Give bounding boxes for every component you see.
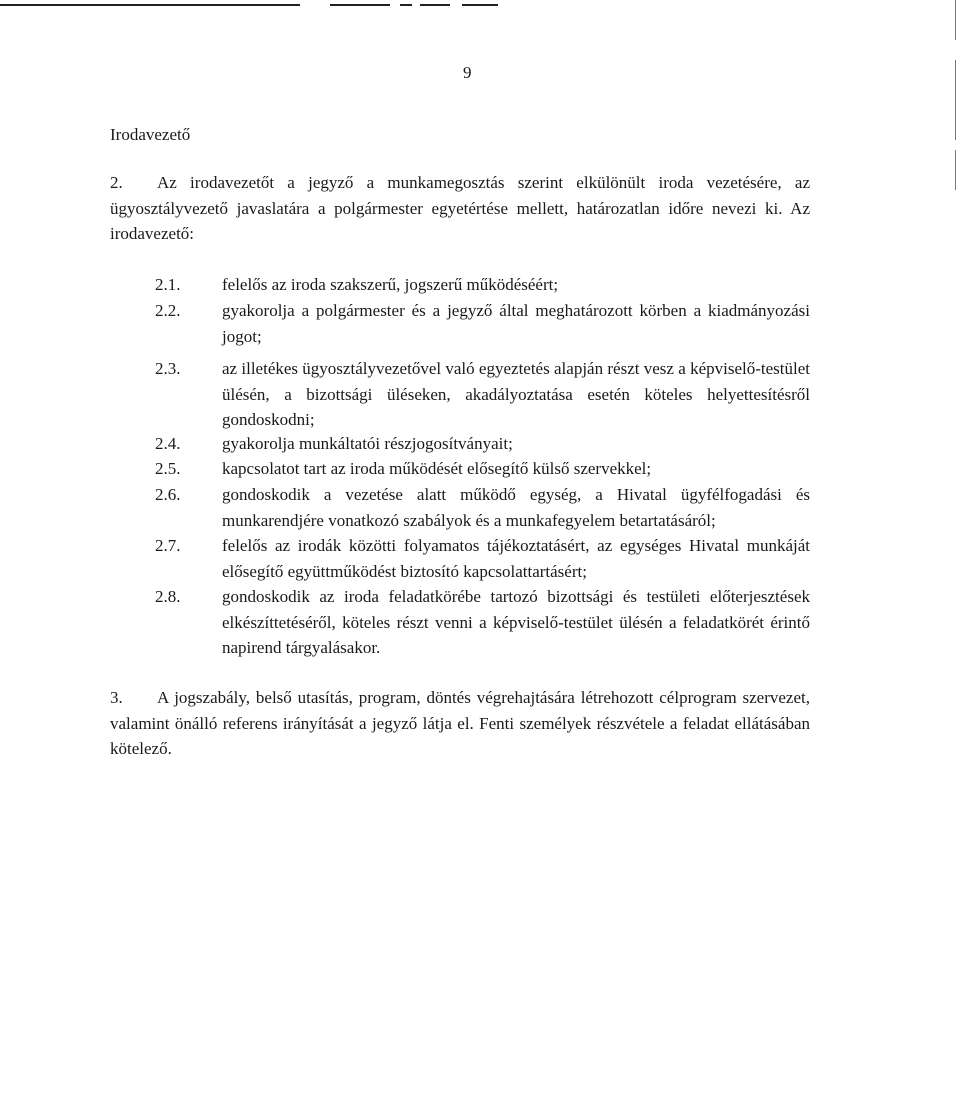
scan-edge-line — [400, 4, 412, 6]
item-text: gyakorolja a polgármester és a jegyző által meghatározott körben a kiadmányozási jogot; — [222, 301, 810, 346]
item-number: 2.3. — [155, 359, 181, 378]
item-number: 2.8. — [155, 587, 181, 606]
section-heading: Irodavezető — [110, 125, 191, 144]
scan-edge-line — [955, 60, 956, 140]
list-item — [155, 431, 810, 457]
scan-edge-line — [420, 4, 450, 6]
page-number: 9 — [463, 63, 472, 82]
list-item — [155, 356, 810, 433]
paragraph-number: 3. — [110, 688, 123, 707]
item-text: az illetékes ügyosztályvezetővel való egyeztetés alapján részt vesz a képviselő-testület ülésén, a bizottsági üléseken, akadályoztatása esetén köteles helyettesítésről gondoskodni; — [222, 359, 810, 429]
scan-edge-line — [955, 0, 956, 40]
paragraph-number: 2. — [110, 173, 123, 192]
item-text: gyakorolja munkáltatói részjogosítványait; — [222, 434, 513, 453]
list-item — [155, 533, 810, 584]
scan-edge-line — [330, 4, 390, 6]
scan-edge-line — [462, 4, 498, 6]
item-text: gondoskodik a vezetése alatt működő egység, a Hivatal ügyfélfogadási és munkarendjére vonatkozó szabályok és a munkafegyelem betartatásáról; — [222, 485, 810, 530]
list-item — [155, 584, 810, 661]
paragraph-text: A jogszabály, belső utasítás, program, döntés végrehajtására létrehozott célprogram szervezet, valamint önálló referens irányítását a jegyző látja el. Fenti személyek részvétele a feladat ellátásában kötelező. — [110, 688, 810, 758]
scan-edge-line — [955, 150, 956, 190]
item-number: 2.1. — [155, 275, 181, 294]
list-item — [155, 272, 810, 298]
item-text: gondoskodik az iroda feladatkörébe tartozó bizottsági és testületi előterjesztések elkészíttetéséről, köteles részt venni a képviselő-testület ülésén a feladatkörét érintő napirend tárgyalásakor. — [222, 587, 810, 657]
item-text: felelős az irodák közötti folyamatos tájékoztatásért, az egységes Hivatal munkáját elősegítő együttműködést biztosító kapcsolattartásért; — [222, 536, 810, 581]
paragraph-text: Az irodavezetőt a jegyző a munkamegosztás szerint elkülönült iroda vezetésére, az ügyosztályvezető javaslatára a polgármester egyetértése mellett, határozatlan időre nevezi ki. Az irodavezető: — [110, 173, 810, 243]
list-item — [155, 456, 810, 482]
item-number: 2.2. — [155, 301, 181, 320]
list-item — [155, 298, 810, 349]
item-number: 2.4. — [155, 434, 181, 453]
item-number: 2.5. — [155, 459, 181, 478]
paragraph-2 — [110, 170, 810, 247]
scan-edge-line — [0, 4, 300, 6]
list-item — [155, 482, 810, 533]
paragraph-3 — [110, 685, 810, 762]
item-text: felelős az iroda szakszerű, jogszerű működéséért; — [222, 275, 559, 294]
item-number: 2.7. — [155, 536, 181, 555]
item-text: kapcsolatot tart az iroda működését elősegítő külső szervekkel; — [222, 459, 652, 478]
item-number: 2.6. — [155, 485, 181, 504]
